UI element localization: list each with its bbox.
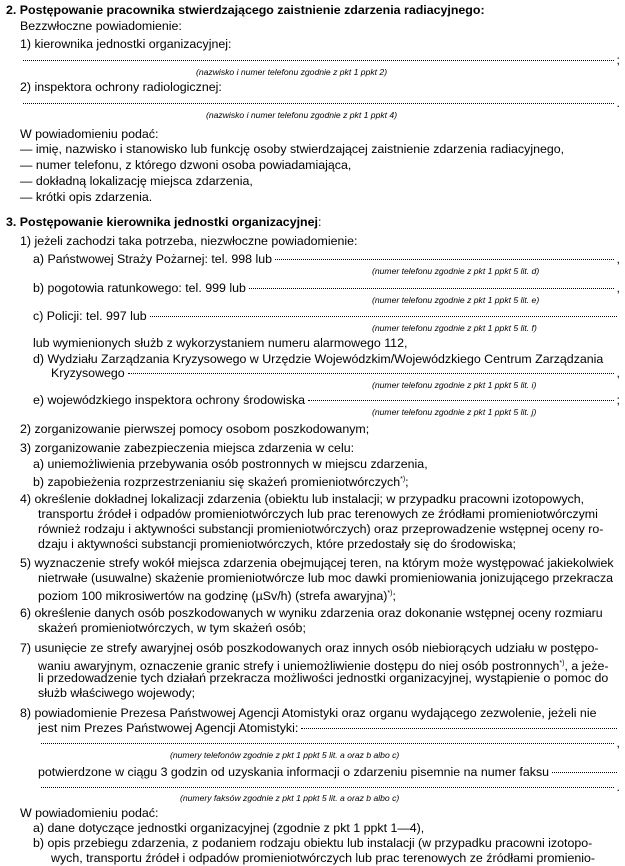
item-2: 2) zorganizowanie pierwszej pomocy osobom poszkodowanym; (20, 422, 370, 436)
fill-line (301, 728, 617, 729)
item-3: 3) zorganizowanie zabezpieczenia miejsca zdarzenia w celu: (20, 441, 355, 455)
item-1e: e) wojewódzkiego inspektora ochrony środowiska ; (33, 393, 620, 407)
give2-item-a: a) dane dotyczące jednostki organizacyjnej (zgodnie z pkt 1 ppkt 1—4), (33, 821, 425, 835)
give2-label: W powiadomieniu podać: (20, 806, 159, 820)
item-8-line1: 8) powiadomienie Prezesa Państwowej Agencji Atomistyki oraz organu wydającego zezwolenie, jeżeli nie (20, 706, 597, 720)
give-item-3: — dokładną lokalizację miejsca zdarzenia, (20, 174, 253, 188)
item-6-line1: 6) określenie danych osób poszkodowanych w wyniku zdarzenia oraz dokonanie wstępnej oceny rozmiaru (20, 606, 603, 620)
caption-fax: (numery faksów zgodnie z pkt 1 ppkt 5 lit. a oraz b albo c) (180, 793, 400, 803)
fill-line (150, 316, 617, 317)
confirm-line: potwierdzone w ciągu 3 godzin od uzyskania informacji o zdarzeniu pisemnie na numer faksu (38, 765, 620, 780)
caption-inspector: (nazwisko i numer telefonu zgodnie z pkt 1 ppkt 4) (206, 110, 398, 120)
item-1b: b) pogotowia ratunkowego: tel. 999 lub , (33, 281, 620, 295)
item-1c: c) Policji: tel. 997 lub (33, 309, 620, 324)
give2-item-b-line2: wych, transportu źródeł i odpadów promieniotwórczych lub prac terenowych ze źródłami promienio- (51, 851, 596, 865)
item-4-line1: 4) określenie dokładnej lokalizacji zdarzenia (obiektu lub instalacji; w przypadku pracowni izotopowych, (20, 492, 585, 506)
item-7-line2: waniu awaryjnym, oznaczenie granic strefy i uniemożliwienie dostępu do niej osób postronnych*), a jeże- (38, 659, 609, 674)
item-4-line3: również rodzaju i aktywności substancji promieniotwórczych) oraz przeprowadzenie wstępnej oceny ro- (38, 522, 604, 536)
caption-item-8-phones: (numery telefonów zgodnie z pkt 1 ppkt 5 lit. a oraz b albo c) (170, 750, 400, 760)
item-1: 1) jeżeli zachodzi taka potrzeba, niezwłoczne powiadomienie: (20, 234, 358, 248)
caption-1c: (numer telefonu zgodnie z pkt 1 ppkt 5 lit. f) (372, 323, 537, 333)
item-3b: b) zapobieżenia rozprzestrzenianiu się skażeń promieniotwórczych*); (33, 475, 409, 490)
fill-line (552, 772, 617, 773)
caption-unit-head: (nazwisko i numer telefonu zgodnie z pkt 1 ppkt 2) (196, 67, 388, 77)
fill-line (41, 787, 614, 788)
confirm-fill: . (38, 780, 620, 795)
section-2-heading: 2. Postępowanie pracownika stwierdzającego zaistnienie zdarzenia radiacyjnego: (6, 3, 485, 17)
fill-line (308, 400, 614, 401)
notify-unit-head-line: 1) kierownika jednostki organizacyjnej: (20, 37, 232, 51)
fill-line (41, 743, 614, 744)
item-8-fill: , (38, 736, 620, 751)
item-5-line3: poziom 100 mikrosiwertów na godzinę (µSv/h) (strefa awaryjna)*); (38, 589, 396, 604)
caption-1b: (numer telefonu zgodnie z pkt 1 ppkt 5 lit. e) (372, 295, 540, 305)
fill-line (275, 259, 614, 260)
item-8-line2: jest nim Prezes Państwowej Agencji Atomistyki: (38, 721, 620, 736)
fill-line (23, 60, 614, 61)
item-7-line1: 7) usunięcie ze strefy awaryjnej osób poszkodowanych oraz innych osób niebiorących udziału w postępo- (20, 641, 599, 655)
item-4-line2: transportu źródeł i odpadów promieniotwórczych lub prac terenowych ze źródłami promieniotwórczymi (38, 507, 598, 521)
fill-line (23, 103, 614, 104)
caption-1d: (numer telefonu zgodnie z pkt 1 ppkt 5 lit. i) (372, 380, 537, 390)
item-6-line2: skażeń promieniotwórczych, w tym skażeń osób; (38, 621, 306, 635)
item-3a: a) uniemożliwienia przebywania osób postronnych w miejscu zdarzenia, (33, 457, 428, 471)
caption-1a: (numer telefonu zgodnie z pkt 1 ppkt 5 lit. d) (372, 266, 540, 276)
fill-line (249, 288, 614, 289)
give-item-1: — imię, nazwisko i stanowisko lub funkcję osoby stwierdzającej zaistnienie zdarzenia radiacyjnego, (20, 142, 565, 156)
fill-line (128, 373, 614, 374)
item-4-line4: dzaju i aktywności substancji promieniotwórczych, które przedostały się do środowiska; (38, 537, 516, 551)
give-item-4: — krótki opis zdarzenia. (20, 190, 153, 204)
item-5-line2: nietrwałe (usuwalne) skażenie promieniotwórcze lub moc dawki promieniowania jonizującego przekracza (38, 571, 614, 585)
section-3-heading: 3. Postępowanie kierownika jednostki organizacyjnej: (6, 215, 322, 229)
give-label: W powiadomieniu podać: (20, 127, 159, 141)
immediate-notification-label: Bezzwłoczne powiadomienie: (20, 19, 182, 33)
give2-item-b-line1: b) opis przebiegu zdarzenia, z podaniem rodzaju obiektu lub instalacji (w przypadku pracowni izotopo- (33, 836, 593, 850)
item-7-line4: służb właściwego wojewody; (38, 686, 196, 700)
give-item-2: — numer telefonu, z którego dzwoni osoba powiadamiająca, (20, 158, 352, 172)
item-1d-line2: Kryzysowego , (51, 366, 620, 380)
item-1d-line1: d) Wydziału Zarządzania Kryzysowego w Urzędzie Wojewódzkim/Wojewódzkiego Centrum Zarządzania (33, 352, 604, 366)
caption-1e: (numer telefonu zgodnie z pkt 1 ppkt 5 lit. j) (372, 407, 537, 417)
notify-unit-head-fill: ; (20, 53, 620, 68)
notify-inspector-line: 2) inspektora ochrony radiologicznej: (20, 80, 222, 94)
item-5-line1: 5) wyznaczenie strefy wokół miejsca zdarzenia obejmującej teren, na którym może występować jakiekolwiek (20, 556, 614, 570)
item-7-line3: li przedowadzenie tych działań przekracza możliwości jednostki organizacyjnej, wystąpienie o pomoc do (38, 671, 609, 685)
notify-inspector-fill: . (20, 96, 620, 111)
item-1a: a) Państwowej Straży Pożarnej: tel. 998 lub , (33, 252, 620, 266)
alarm-number-line: lub wymienionych służb z wykorzystaniem numeru alarmowego 112, (33, 336, 408, 350)
